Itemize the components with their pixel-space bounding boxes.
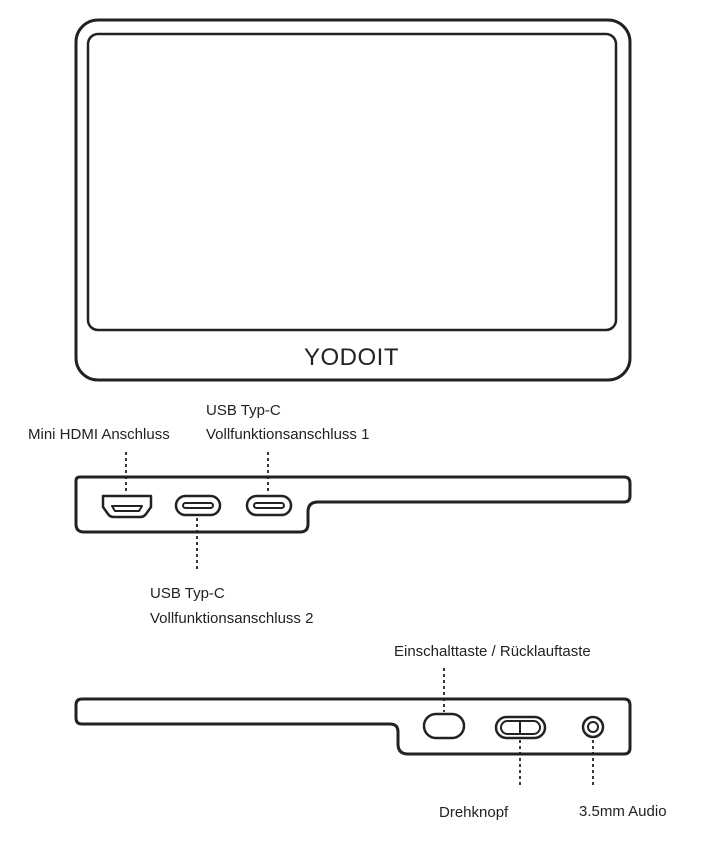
right-leader-lines (444, 668, 593, 787)
monitor-front-view (76, 20, 630, 380)
audio-jack-inner-icon (588, 722, 598, 732)
usbc2-label-line1: USB Typ-C (150, 585, 225, 602)
usbc-port-1-inner-icon (254, 503, 284, 508)
monitor-screen (88, 34, 616, 330)
monitor-outer-frame (76, 20, 630, 380)
usbc1-label-line1: USB Typ-C (206, 402, 281, 419)
power-button-icon (424, 714, 464, 738)
brand-logo: YODOIT (304, 344, 400, 371)
mini-hdmi-port-inner-icon (112, 506, 142, 511)
audio-jack-icon (583, 717, 603, 737)
usbc2-label-line2: Vollfunktionsanschluss 2 (150, 610, 314, 627)
usbc1-label-line2: Vollfunktionsanschluss 1 (206, 426, 370, 443)
left-side-outline (76, 477, 630, 532)
right-side-view (76, 699, 630, 754)
power-button-label: Einschalttaste / Rücklauftaste (394, 643, 591, 660)
right-side-outline (76, 699, 630, 754)
audio-label: 3.5mm Audio (579, 803, 667, 820)
dial-label: Drehknopf (439, 804, 509, 821)
mini-hdmi-label: Mini HDMI Anschluss (28, 426, 170, 443)
usbc-port-2-inner-icon (183, 503, 213, 508)
left-side-view (76, 477, 630, 532)
